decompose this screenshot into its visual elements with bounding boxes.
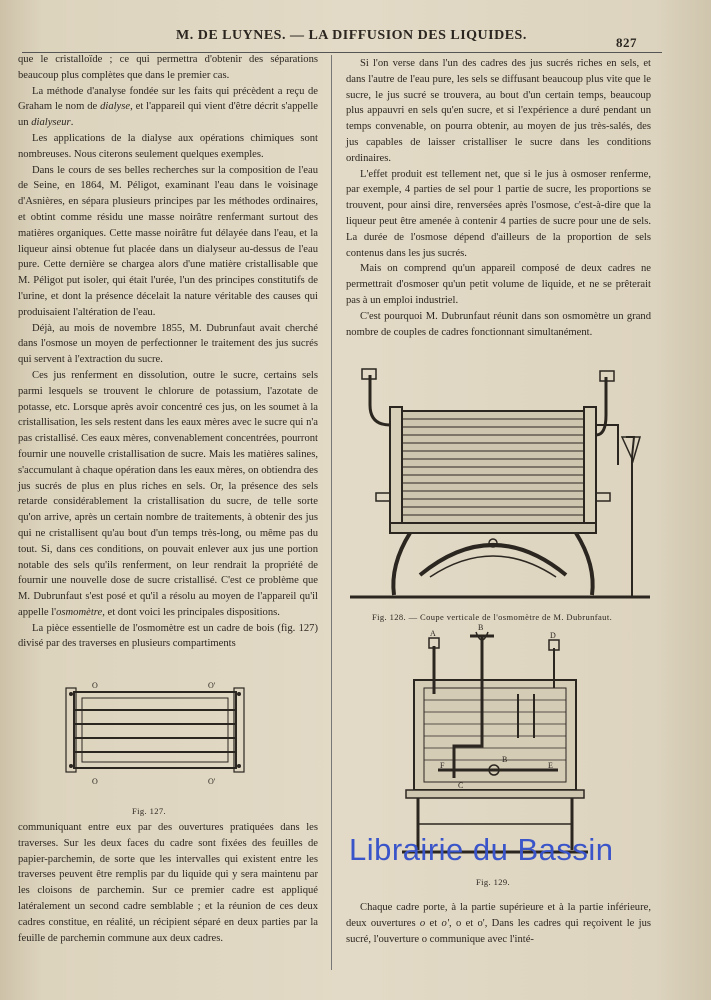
left-column: [18, 52, 318, 652]
text-run: Chaque cadre porte, à la partie supérieure et à la partie inférieure, deux ouvertures: [346, 902, 651, 929]
paragraph: Si l'on verse dans l'un des cadres des jus sucrés riches en sels, et dans l'autre de l'eau pure, les sels se diffusant beaucoup plus vite que le sucre, le jus sucré se trouvera, au bout d'un certain temps, beaucoup plus appauvri en sels qu'en sucre, et si l'expérience a duré pendant un temps convenable, on pourra obtenir, au moyen de jus très-salés, des jus capables de laisser cristalliser le sucre dans les conditions ordinaires.: [346, 58, 651, 164]
running-header: [150, 22, 670, 50]
fig127-label: O': [208, 681, 216, 690]
column-divider: [331, 55, 332, 970]
figure-127-frame: [62, 680, 252, 790]
text-run: , et dont voici les principales dispositions.: [102, 606, 280, 618]
fig127-label: O: [92, 777, 98, 786]
figure-129-caption: Fig. 129.: [476, 877, 511, 887]
left-column-continued: [18, 820, 318, 946]
paragraph: La pièce essentielle de l'osmomètre est un cadre de bois (fig. 127) divisé par des traverses en plusieurs compartiments: [18, 622, 318, 650]
term-osmometre: osmomètre: [56, 606, 103, 618]
paragraph: Les applications de la dialyse aux opérations chimiques sont nombreuses. Nous citerons seulement quelques exemples.: [18, 132, 318, 160]
right-column-continued: [346, 900, 651, 947]
term-o-prime: o': [441, 917, 450, 929]
fig127-label: O: [92, 681, 98, 690]
paragraph: L'effet produit est tellement net, que si le jus à osmoser renferme, par exemple, 4 parties de sel pour 1 partie de sucre, les proportions se trouvent, pour ainsi dire, renversées après l'osmose, c'est-à-dire que la liqueur peut être amenée à contenir 4 parties de sucre pour une de sels. La durée de l'osmose dépend d'ailleurs de la proportion de sels contenus dans les jus sucrés.: [346, 168, 651, 259]
term-dialyse: dialyse: [100, 101, 131, 113]
fig129-label: C: [458, 781, 464, 790]
fig129-label: E: [548, 761, 553, 770]
text-run: et: [425, 917, 442, 929]
paragraph: [18, 368, 318, 621]
bookseller-watermark: Librairie du Bassin: [349, 832, 614, 867]
paragraph: communiquant entre eux par des ouvertures pratiquées dans les traverses. Sur les deux faces du cadre sont fixées des feuilles de papier-parchemin, de sorte que les intervalles qui existent entre les traverses peuvent être remplis par du liquide qui y sera maintenu par les cloisons de parchemin. Sur ce premier cadre est appliqué latéralement un second cadre semblable ; et la réunion de ces deux cadres constitue, en réalité, un récipient séparé en deux parties par la feuille de parchemin commune aux deux cadres.: [18, 822, 318, 944]
term-dialyseur: dialyseur: [31, 117, 71, 129]
text-run: , o et o', Dans les cadres qui reçoivent le jus sucré, l'ouverture o communique avec l'inté-: [346, 917, 651, 945]
fig127-label: O': [208, 777, 216, 786]
paragraph: que le cristalloïde ; ce qui permettra d'obtenir des séparations beaucoup plus complètes que dans le premier cas.: [18, 54, 318, 81]
fig129-label: D: [550, 631, 556, 640]
term-o: o: [419, 917, 426, 929]
fig129-label: B: [502, 755, 508, 764]
page-number: 827: [616, 35, 637, 50]
fig129-label: A: [430, 629, 436, 638]
text-run: Ces jus renferment en dissolution, outre le sucre, certains sels parmi lesquels se trouvent le chlorure de potassium, l'azotate de potasse, etc. Lorsque après avoir concentré ces jus, on les soumet à la cristallisation, les sels restent dans les eaux mères avec le sucre qui n'a pas cristallisé. Ces eaux mères, convenablement concentrées, pourront fournir une nouvelle cristallisation de sucre. Mais les matières salines, s'accumulant à chaque opération dans les eaux mères, on obtiendra des jus sucrés de plus en plus riches en sels. Or, la présence des sels retarde considérablement la cristallisation du sucre, de telle sorte qu'on arrive, après un certain nombre de traitements, à obtenir des jus qui ne cristallisent qu'au bout d'un temps très-long, ou même pas du tout. Si, dans ces conditions, on pouvait enlever aux jus une portion notable des sels qu'ils renferment, on leur rendrait la propriété de fournir une nouvelle dose de sucre cristallisé. C'est ce problème que M. Dubrunfaut s'est posé et qu'il a résolu au moyen de l'appareil qu'il appelle l': [18, 369, 318, 618]
paragraph: C'est pourquoi M. Dubrunfaut réunit dans son osmomètre un grand nombre de couples de cadres fonctionnant simultanément.: [346, 310, 651, 338]
text-run: .: [70, 117, 74, 129]
text-run: , et l'appareil qui vient d'être décrit s'appelle un: [18, 101, 318, 129]
fig129-label: B: [478, 623, 484, 632]
paragraph: Dans le cours de ses belles recherches sur la composition de l'eau de Seine, en 1864, M. Péligot, examinant l'eau dans le voisinage d'Asnières, en sépara plusieurs principes par les méthodes ordinaires, et obtint comme résidu une masse noirâtre renfermant surtout des matières organiques. Cette masse noirâtre fut délayée dans l'eau, et la liqueur ainsi obtenue fut placée dans un dialyseur au-dessus de l'eau pure. Cette dernière se chargea alors d'une matière cristallisable que M. Péligot put isoler, qui était l'urée, l'un des principes constitutifs de l'urine, et dont la présence décelait la nature véritable des causes qui produisaient l'altération de l'eau.: [18, 164, 318, 318]
right-column: [346, 56, 651, 340]
figure-128-caption: Fig. 128. — Coupe verticale de l'osmomètre de M. Dubrunfaut.: [372, 612, 613, 622]
running-title: M. DE LUYNES. — LA DIFFUSION DES LIQUIDES.: [176, 28, 527, 43]
paragraph: [346, 900, 651, 947]
figure-128-osmometer: [350, 365, 655, 610]
paragraph: [18, 84, 318, 131]
text-run: La méthode d'analyse fondée sur les faits qui précèdent a reçu de Graham le nom de: [18, 85, 318, 113]
paragraph: Mais on comprend qu'un appareil composé de deux cadres ne permettrait d'osmoser qu'un petit volume de liquide, et ne se prêterait pas à un emploi industriel.: [346, 263, 651, 306]
fig129-label: F: [440, 761, 445, 770]
paragraph: Déjà, au mois de novembre 1855, M. Dubrunfaut avait cherché dans l'osmose un moyen de perfectionner le traitement des jus sucrés qui servent à l'extraction du sucre.: [18, 322, 318, 366]
figure-127-caption: Fig. 127.: [132, 806, 167, 816]
